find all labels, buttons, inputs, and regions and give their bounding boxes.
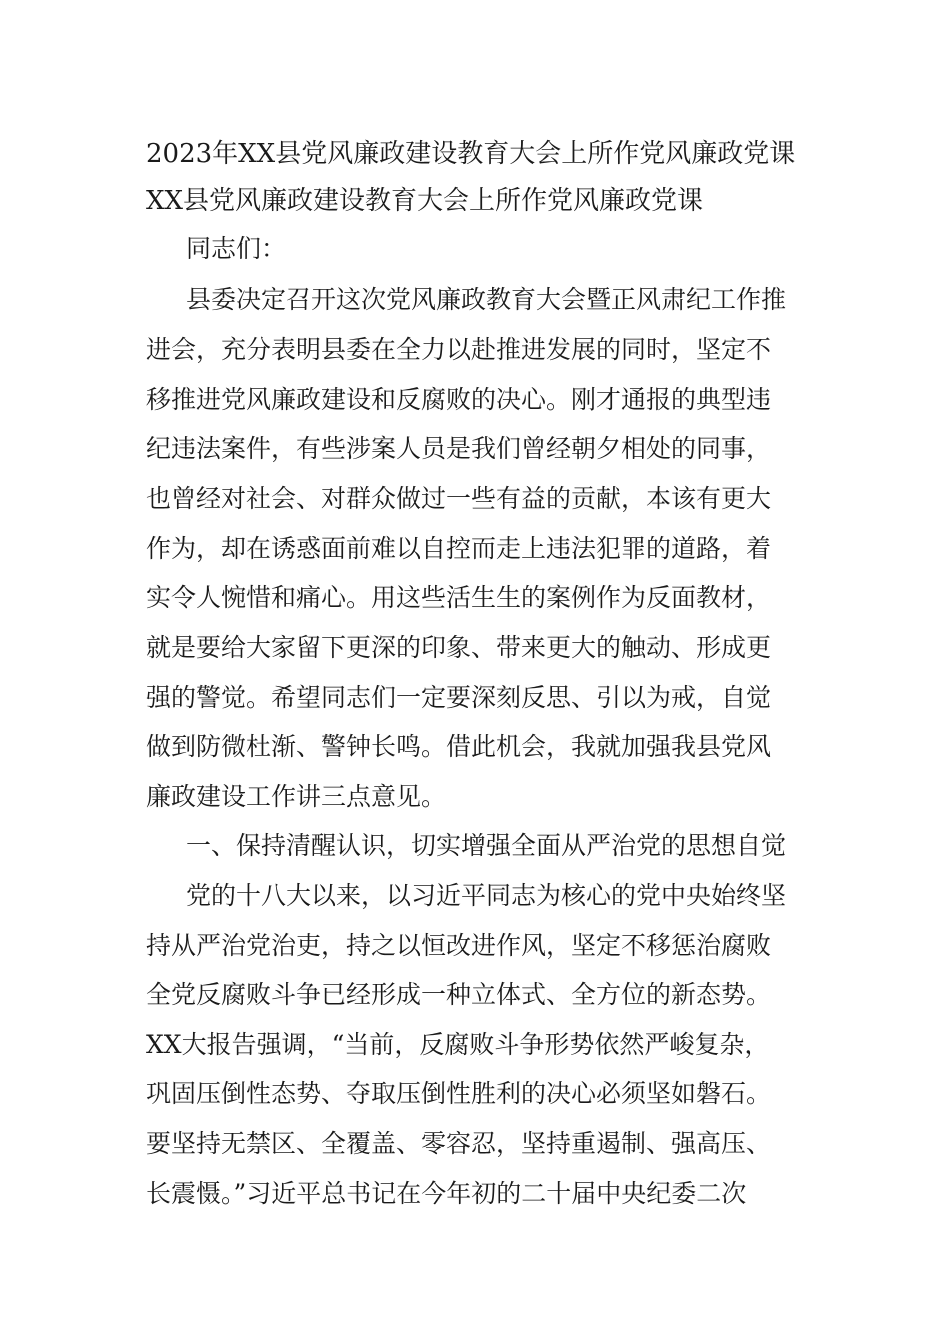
greeting: 同志们： bbox=[186, 234, 287, 263]
body-line: 廉政建设工作讲三点意见。 bbox=[146, 782, 447, 811]
body-line: 就是要给大家留下更深的印象、带来更大的触动、形成更 bbox=[146, 633, 772, 662]
body-line: 纪违法案件，有些涉案人员是我们曾经朝夕相处的同事， bbox=[146, 434, 772, 463]
body-line: XX大报告强调，“当前，反腐败斗争形势依然严峻复杂， bbox=[146, 1030, 770, 1059]
body-line: 长震慑。”习近平总书记在今年初的二十届中央纪委二次 bbox=[146, 1179, 747, 1208]
body-line: 作为，却在诱惑面前难以自控而走上违法犯罪的道路，着 bbox=[146, 534, 772, 563]
body-line: 做到防微杜渐、警钟长鸣。借此机会，我就加强我县党风 bbox=[146, 732, 772, 761]
body-line: 进会，充分表明县委在全力以赴推进发展的同时，坚定不 bbox=[146, 335, 772, 364]
body-line: 县委决定召开这次党风廉政教育大会暨正风肃纪工作推 bbox=[186, 285, 787, 314]
body-line: 巩固压倒性态势、夺取压倒性胜利的决心必须坚如磐石。 bbox=[146, 1079, 772, 1108]
document-title: 2023年XX县党风廉政建设教育大会上所作党风廉政党课 bbox=[146, 139, 796, 169]
body-line: 党的十八大以来，以习近平同志为核心的党中央始终坚 bbox=[186, 881, 787, 910]
body-line: 也曾经对社会、对群众做过一些有益的贡献，本该有更大 bbox=[146, 484, 772, 513]
body-line: 实令人惋惜和痛心。用这些活生生的案例作为反面教材， bbox=[146, 583, 772, 612]
body-line: 全党反腐败斗争已经形成一种立体式、全方位的新态势。 bbox=[146, 980, 772, 1009]
body-line: 要坚持无禁区、全覆盖、零容忍，坚持重遏制、强高压、 bbox=[146, 1129, 772, 1158]
body-line: 强的警觉。希望同志们一定要深刻反思、引以为戒，自觉 bbox=[146, 683, 772, 712]
body-line: 持从严治党治吏，持之以恒改进作风，坚定不移惩治腐败 bbox=[146, 931, 772, 960]
section-heading: 一、保持清醒认识，切实增强全面从严治党的思想自觉 bbox=[186, 831, 787, 860]
document-subtitle: XX县党风廉政建设教育大会上所作党风廉政党课 bbox=[146, 186, 704, 216]
body-line: 移推进党风廉政建设和反腐败的决心。刚才通报的典型违 bbox=[146, 385, 772, 414]
